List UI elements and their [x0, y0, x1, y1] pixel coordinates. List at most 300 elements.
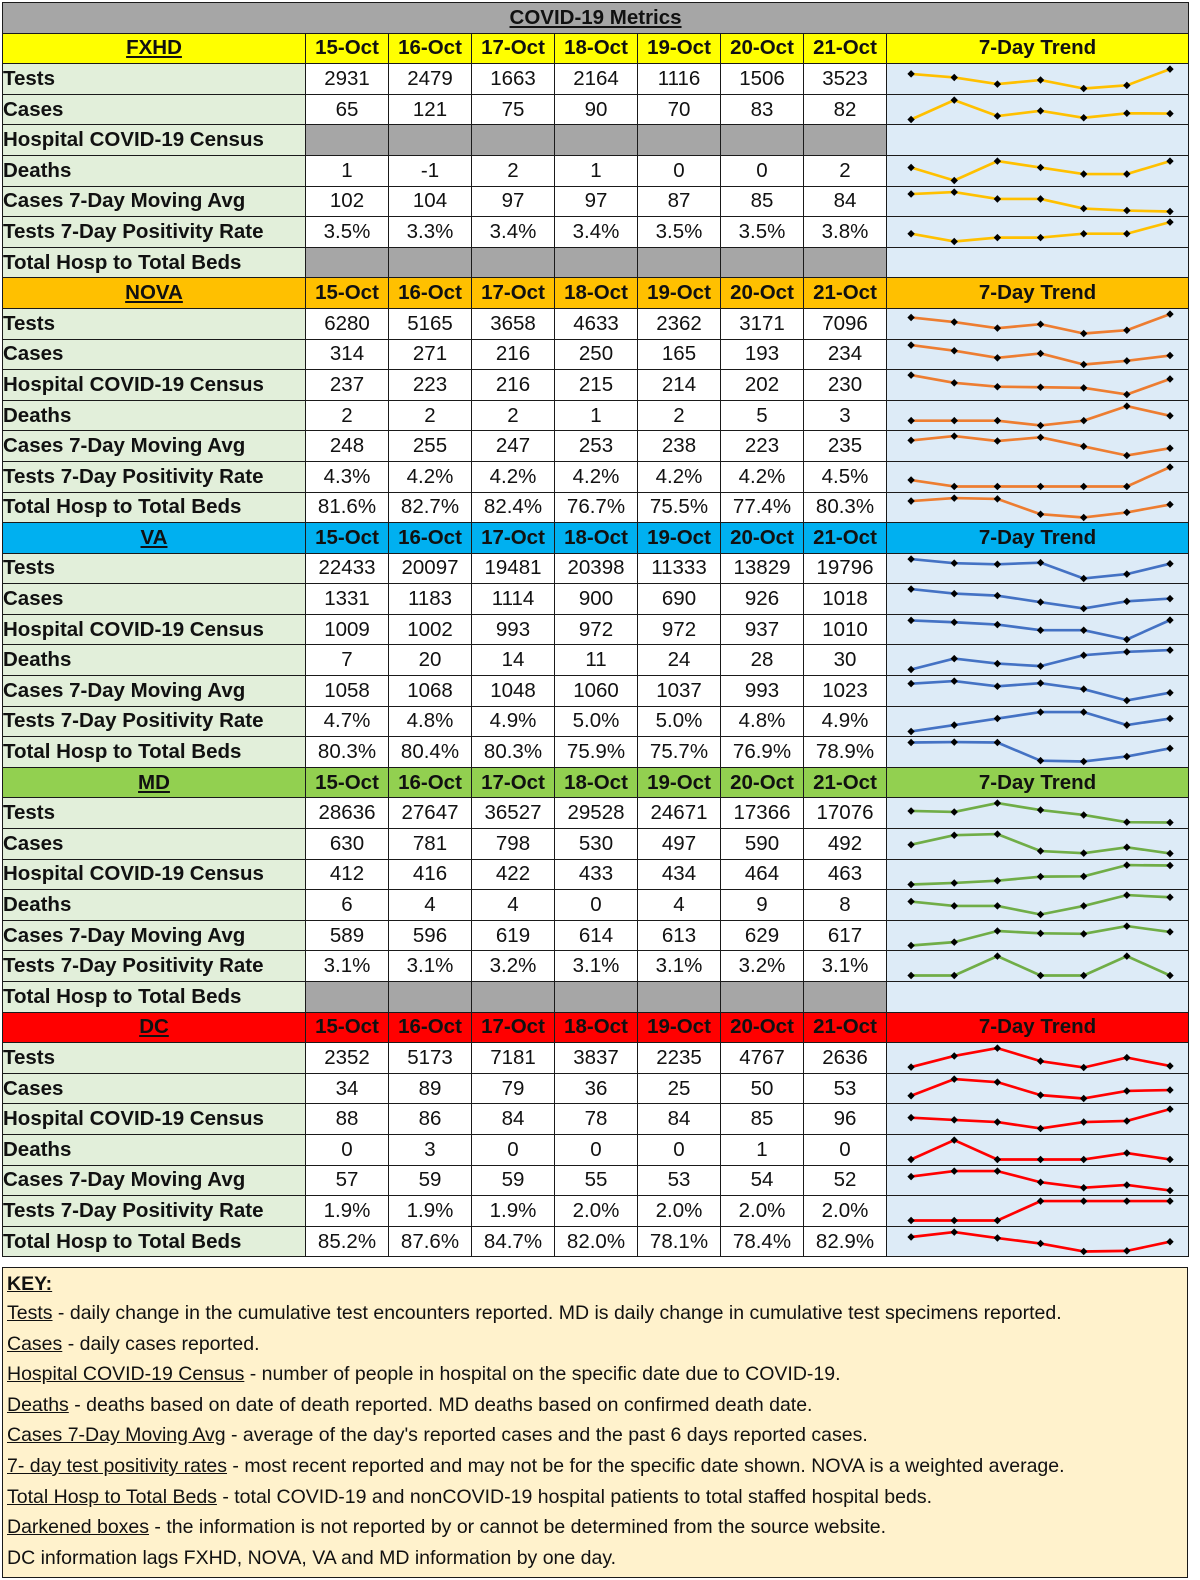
value-cell: 223 [389, 370, 472, 401]
sparkline-marker [951, 417, 958, 425]
sparkline-marker [1080, 85, 1087, 93]
value-cell: 234 [804, 339, 887, 370]
date-header: 21-Oct [804, 33, 887, 64]
darkened-cell [306, 125, 389, 156]
sparkline-marker [1037, 1058, 1044, 1066]
sparkline-marker [1080, 1064, 1087, 1072]
value-cell: 78.4% [721, 1226, 804, 1257]
sparkline-marker [951, 809, 958, 817]
metric-label: Tests [3, 553, 306, 584]
sparkline-marker [1166, 157, 1173, 165]
md-header-row [3, 767, 1189, 798]
md-region-name: MD [3, 767, 306, 798]
value-cell: 1114 [472, 584, 555, 615]
key-item [7, 1543, 1187, 1574]
metric-label: Tests 7-Day Positivity Rate [3, 461, 306, 492]
value-cell: 972 [555, 614, 638, 645]
value-cell: 629 [721, 920, 804, 951]
sparkline-marker [1037, 757, 1044, 765]
nova-row-cases [3, 339, 1189, 370]
sparkline-marker [1123, 753, 1130, 761]
sparkline-marker [994, 1156, 1001, 1164]
darkened-cell [472, 982, 555, 1013]
sparkline [887, 798, 1188, 828]
darkened-cell [721, 982, 804, 1013]
darkened-cell [555, 982, 638, 1013]
value-cell: 4.2% [721, 461, 804, 492]
fxhd-row-cases-7-day-moving-avg [3, 186, 1189, 217]
value-cell: 690 [638, 584, 721, 615]
md-row-tests [3, 798, 1189, 829]
darkened-cell [804, 982, 887, 1013]
sparkline-marker [1166, 445, 1173, 453]
key-description: - most recent reported and may not be for the specific date shown. NOVA is a weighted average. [227, 1454, 1065, 1477]
sparkline [887, 309, 1188, 339]
nova-region-name: NOVA [3, 278, 306, 309]
date-header: 16-Oct [389, 33, 472, 64]
metric-label: Total Hosp to Total Beds [3, 982, 306, 1013]
value-cell: 255 [389, 431, 472, 462]
value-cell: 412 [306, 859, 389, 890]
sparkline-marker [994, 1217, 1001, 1225]
sparkline-marker [1166, 819, 1173, 827]
value-cell: 34 [306, 1073, 389, 1104]
value-cell: 84.7% [472, 1226, 555, 1257]
sparkline-marker [1037, 708, 1044, 716]
fxhd-sparkline-cell [887, 217, 1189, 248]
sparkline [887, 462, 1188, 492]
key-description: - the information is not reported by or cannot be determined from the source website. [149, 1516, 887, 1539]
metric-label: Cases [3, 829, 306, 860]
sparkline-marker [1080, 417, 1087, 425]
sparkline-marker [1037, 76, 1044, 84]
value-cell: 65 [306, 94, 389, 125]
date-header: 17-Oct [472, 523, 555, 554]
sparkline-marker [951, 739, 958, 747]
value-cell: 9 [721, 890, 804, 921]
date-header: 18-Oct [555, 767, 638, 798]
sparkline-marker [951, 346, 958, 354]
value-cell: 3 [804, 400, 887, 431]
date-header: 19-Oct [638, 278, 721, 309]
value-cell: 5.0% [638, 706, 721, 737]
va-row-deaths [3, 645, 1189, 676]
value-cell: 96 [804, 1104, 887, 1135]
trend-header: 7-Day Trend [887, 33, 1189, 64]
sparkline-marker [1080, 204, 1087, 212]
value-cell: 3658 [472, 308, 555, 339]
value-cell: 19481 [472, 553, 555, 584]
darkened-cell [721, 125, 804, 156]
darkened-cell [306, 247, 389, 278]
value-cell: 2.0% [804, 1196, 887, 1227]
value-cell: 87 [638, 186, 721, 217]
value-cell: 3.2% [472, 951, 555, 982]
sparkline-marker [951, 1228, 958, 1236]
key-term: Darkened boxes [7, 1516, 150, 1539]
sparkline-marker [1166, 351, 1173, 359]
key-term: Cases [7, 1332, 63, 1355]
value-cell: 1.9% [306, 1196, 389, 1227]
value-cell: 271 [389, 339, 472, 370]
sparkline-marker [1037, 483, 1044, 491]
metric-label: Tests [3, 64, 306, 95]
fxhd-region-name: FXHD [3, 33, 306, 64]
sparkline-marker [1166, 1198, 1173, 1206]
sparkline [887, 95, 1188, 125]
sparkline-marker [994, 621, 1001, 629]
sparkline-marker [951, 832, 958, 840]
sparkline-marker [1080, 685, 1087, 693]
sparkline [887, 217, 1188, 247]
value-cell: 84 [804, 186, 887, 217]
value-cell: 59 [389, 1165, 472, 1196]
value-cell: 3.5% [306, 217, 389, 248]
date-header: 17-Oct [472, 767, 555, 798]
value-cell: 237 [306, 370, 389, 401]
value-cell: 3.1% [804, 951, 887, 982]
sparkline-marker [994, 1234, 1001, 1242]
sparkline [887, 1227, 1188, 1257]
value-cell: 4 [389, 890, 472, 921]
sparkline-marker [1166, 1062, 1173, 1070]
value-cell: 77.4% [721, 492, 804, 523]
value-cell: 1506 [721, 64, 804, 95]
value-cell: 2931 [306, 64, 389, 95]
value-cell: 11333 [638, 553, 721, 584]
dc-sparkline-cell [887, 1073, 1189, 1104]
sparkline-marker [994, 81, 1001, 89]
value-cell: 781 [389, 829, 472, 860]
value-cell: 19796 [804, 553, 887, 584]
metric-label: Tests 7-Day Positivity Rate [3, 1196, 306, 1227]
dc-sparkline-cell [887, 1134, 1189, 1165]
sparkline-marker [1080, 574, 1087, 582]
sparkline-marker [994, 739, 1001, 747]
value-cell: 3.4% [555, 217, 638, 248]
value-cell: 1663 [472, 64, 555, 95]
sparkline-marker [1166, 714, 1173, 722]
sparkline-marker [907, 617, 914, 625]
sparkline-marker [951, 96, 958, 104]
sparkline-marker [1037, 911, 1044, 919]
sparkline-marker [1123, 697, 1130, 705]
sparkline [887, 64, 1188, 94]
dc-row-cases [3, 1073, 1189, 1104]
sparkline-marker [994, 1078, 1001, 1086]
sparkline-marker [1037, 559, 1044, 567]
sparkline-marker [951, 494, 958, 502]
sparkline-marker [951, 483, 958, 491]
sparkline-marker [1166, 500, 1173, 508]
value-cell: 0 [472, 1134, 555, 1165]
value-cell: 75.5% [638, 492, 721, 523]
sparkline-marker [1037, 234, 1044, 242]
sparkline-marker [907, 190, 914, 198]
value-cell: 3.1% [555, 951, 638, 982]
key-description: - total COVID-19 and nonCOVID-19 hospital patients to total staffed hospital beds. [216, 1485, 932, 1508]
sparkline-marker [1123, 483, 1130, 491]
md-row-cases [3, 829, 1189, 860]
metrics-table [2, 2, 1189, 1257]
sparkline [887, 1043, 1188, 1073]
sparkline-marker [1166, 928, 1173, 936]
sparkline-marker [1123, 1198, 1130, 1206]
date-header: 17-Oct [472, 278, 555, 309]
nova-sparkline-cell [887, 431, 1189, 462]
value-cell: 20 [389, 645, 472, 676]
va-row-cases-7-day-moving-avg [3, 676, 1189, 707]
va-sparkline-cell [887, 645, 1189, 676]
sparkline-marker [951, 902, 958, 910]
md-sparkline-cell [887, 951, 1189, 982]
va-sparkline-cell [887, 737, 1189, 768]
value-cell: 2.0% [721, 1196, 804, 1227]
nova-row-cases-7-day-moving-avg [3, 431, 1189, 462]
va-sparkline-cell [887, 584, 1189, 615]
value-cell: 0 [721, 155, 804, 186]
sparkline-marker [1123, 391, 1130, 399]
sparkline-marker [1080, 360, 1087, 368]
value-cell: 165 [638, 339, 721, 370]
value-cell: 82.4% [472, 492, 555, 523]
sparkline-marker [994, 324, 1001, 332]
value-cell: 1048 [472, 676, 555, 707]
date-header: 18-Oct [555, 278, 638, 309]
value-cell: 7 [306, 645, 389, 676]
sparkline-marker [1080, 513, 1087, 521]
value-cell: 1002 [389, 614, 472, 645]
darkened-cell [389, 247, 472, 278]
value-cell: 617 [804, 920, 887, 951]
sparkline-marker [907, 972, 914, 980]
sparkline-marker [1123, 819, 1130, 827]
nova-sparkline-cell [887, 308, 1189, 339]
sparkline-marker [1166, 595, 1173, 603]
sparkline-marker [1166, 1186, 1173, 1194]
sparkline [887, 584, 1188, 614]
value-cell: 4.9% [472, 706, 555, 737]
value-cell: 4.2% [389, 461, 472, 492]
value-cell: 3.4% [472, 217, 555, 248]
metric-label: Hospital COVID-19 Census [3, 370, 306, 401]
sparkline-marker [1037, 510, 1044, 518]
sparkline-marker [994, 800, 1001, 808]
key-item [7, 1420, 1187, 1451]
value-cell: 8 [804, 890, 887, 921]
key-item [7, 1512, 1187, 1543]
sparkline-marker [1123, 109, 1130, 117]
sparkline-marker [1080, 652, 1087, 660]
sparkline [887, 1135, 1188, 1165]
fxhd-row-deaths [3, 155, 1189, 186]
sparkline-marker [1080, 1198, 1087, 1206]
key-term: Cases 7-Day Moving Avg [7, 1424, 226, 1447]
value-cell: 3.1% [638, 951, 721, 982]
value-cell: 3.3% [389, 217, 472, 248]
sparkline-marker [907, 898, 914, 906]
sparkline-marker [1123, 1054, 1130, 1062]
value-cell: 88 [306, 1104, 389, 1135]
sparkline-marker [951, 177, 958, 185]
value-cell: 80.4% [389, 737, 472, 768]
sparkline-marker [1123, 230, 1130, 238]
dc-sparkline-cell [887, 1043, 1189, 1074]
date-header: 21-Oct [804, 523, 887, 554]
value-cell: 14 [472, 645, 555, 676]
fxhd-row-hospital-covid-19-census [3, 125, 1189, 156]
value-cell: 416 [389, 859, 472, 890]
value-cell: 1 [555, 155, 638, 186]
value-cell: 3.5% [638, 217, 721, 248]
sparkline-marker [951, 721, 958, 729]
value-cell: 54 [721, 1165, 804, 1196]
metric-label: Tests 7-Day Positivity Rate [3, 217, 306, 248]
sparkline-marker [1123, 1118, 1130, 1126]
sparkline-marker [951, 972, 958, 980]
sparkline-marker [907, 841, 914, 849]
sparkline-marker [907, 341, 914, 349]
value-cell: 900 [555, 584, 638, 615]
sparkline [887, 340, 1188, 370]
sparkline-marker [951, 1217, 958, 1225]
dc-sparkline-cell [887, 1226, 1189, 1257]
value-cell: 4.9% [804, 706, 887, 737]
value-cell: 6 [306, 890, 389, 921]
va-row-hospital-covid-19-census [3, 614, 1189, 645]
value-cell: 4.2% [638, 461, 721, 492]
value-cell: 78.1% [638, 1226, 721, 1257]
sparkline-marker [1123, 1087, 1130, 1095]
value-cell: 22433 [306, 553, 389, 584]
sparkline-marker [1123, 452, 1130, 460]
sparkline-marker [994, 112, 1001, 120]
value-cell: 85.2% [306, 1226, 389, 1257]
sparkline-marker [907, 586, 914, 594]
value-cell: 102 [306, 186, 389, 217]
value-cell: 613 [638, 920, 721, 951]
md-sparkline-cell [887, 890, 1189, 921]
sparkline-marker [1037, 873, 1044, 881]
value-cell: 79 [472, 1073, 555, 1104]
value-cell: 433 [555, 859, 638, 890]
sparkline-marker [907, 230, 914, 238]
sparkline-marker [1123, 636, 1130, 644]
key-description: - daily change in the cumulative test encounters reported. MD is daily change in cumulative test specimens reported. [52, 1302, 1062, 1324]
metric-label: Cases [3, 584, 306, 615]
sparkline-marker [994, 1167, 1001, 1175]
sparkline-marker [994, 877, 1001, 885]
sparkline-marker [994, 354, 1001, 362]
metric-label: Cases [3, 339, 306, 370]
title-row [3, 3, 1189, 34]
date-header: 20-Oct [721, 33, 804, 64]
dc-region-name: DC [3, 1012, 306, 1043]
sparkline-marker [951, 379, 958, 387]
sparkline [887, 860, 1188, 890]
value-cell: 4.8% [389, 706, 472, 737]
trend-header: 7-Day Trend [887, 767, 1189, 798]
value-cell: 1023 [804, 676, 887, 707]
value-cell: 3.2% [721, 951, 804, 982]
metric-label: Total Hosp to Total Beds [3, 737, 306, 768]
value-cell: 59 [472, 1165, 555, 1196]
value-cell: 2235 [638, 1043, 721, 1074]
sparkline-marker [994, 157, 1001, 165]
sparkline-marker [907, 1156, 914, 1164]
sparkline-marker [907, 1064, 914, 1072]
sparkline-marker [1037, 1178, 1044, 1186]
sparkline-marker [994, 830, 1001, 838]
va-sparkline-cell [887, 676, 1189, 707]
key-item [7, 1329, 1187, 1360]
fxhd-row-tests [3, 64, 1189, 95]
sparkline-marker [1037, 1091, 1044, 1099]
sparkline-marker [1037, 599, 1044, 607]
sparkline-marker [1080, 1156, 1087, 1164]
date-header: 19-Oct [638, 523, 721, 554]
darkened-cell [472, 125, 555, 156]
sparkline [887, 1104, 1188, 1134]
date-header: 15-Oct [306, 278, 389, 309]
darkened-cell [638, 982, 721, 1013]
value-cell: 7181 [472, 1043, 555, 1074]
sparkline-marker [1123, 508, 1130, 516]
value-cell: 1060 [555, 676, 638, 707]
fxhd-row-cases [3, 94, 1189, 125]
value-cell: 202 [721, 370, 804, 401]
sparkline [887, 676, 1188, 706]
md-row-tests-7-day-positivity-rate [3, 951, 1189, 982]
sparkline-marker [994, 417, 1001, 425]
sparkline-marker [1123, 861, 1130, 869]
sparkline-marker [1123, 570, 1130, 578]
sparkline-marker [907, 555, 914, 563]
sparkline-marker [951, 74, 958, 82]
date-header: 15-Oct [306, 33, 389, 64]
value-cell: 25 [638, 1073, 721, 1104]
metric-label: Hospital COVID-19 Census [3, 125, 306, 156]
dc-header-row [3, 1012, 1189, 1043]
value-cell: 248 [306, 431, 389, 462]
value-cell: 2 [804, 155, 887, 186]
date-header: 19-Oct [638, 767, 721, 798]
date-header: 20-Oct [721, 523, 804, 554]
value-cell: 5.0% [555, 706, 638, 737]
sparkline-marker [1080, 902, 1087, 910]
sparkline-marker [994, 902, 1001, 910]
sparkline-marker [907, 371, 914, 379]
sparkline-marker [951, 618, 958, 626]
dc-sparkline-cell [887, 1196, 1189, 1227]
md-sparkline-cell [887, 798, 1189, 829]
nova-sparkline-cell [887, 339, 1189, 370]
sparkline-marker [1166, 1086, 1173, 1094]
key-panel [2, 1267, 1188, 1578]
value-cell: 2 [389, 400, 472, 431]
metric-label: Tests [3, 798, 306, 829]
value-cell: 85 [721, 1104, 804, 1135]
md-sparkline-cell [887, 859, 1189, 890]
sparkline [887, 921, 1188, 951]
nova-row-total-hosp-to-total-beds [3, 492, 1189, 523]
value-cell: 0 [638, 1134, 721, 1165]
value-cell: 3.5% [721, 217, 804, 248]
metric-label: Cases 7-Day Moving Avg [3, 676, 306, 707]
value-cell: 82.0% [555, 1226, 638, 1257]
date-header: 21-Oct [804, 767, 887, 798]
sparkline-marker [1123, 844, 1130, 852]
